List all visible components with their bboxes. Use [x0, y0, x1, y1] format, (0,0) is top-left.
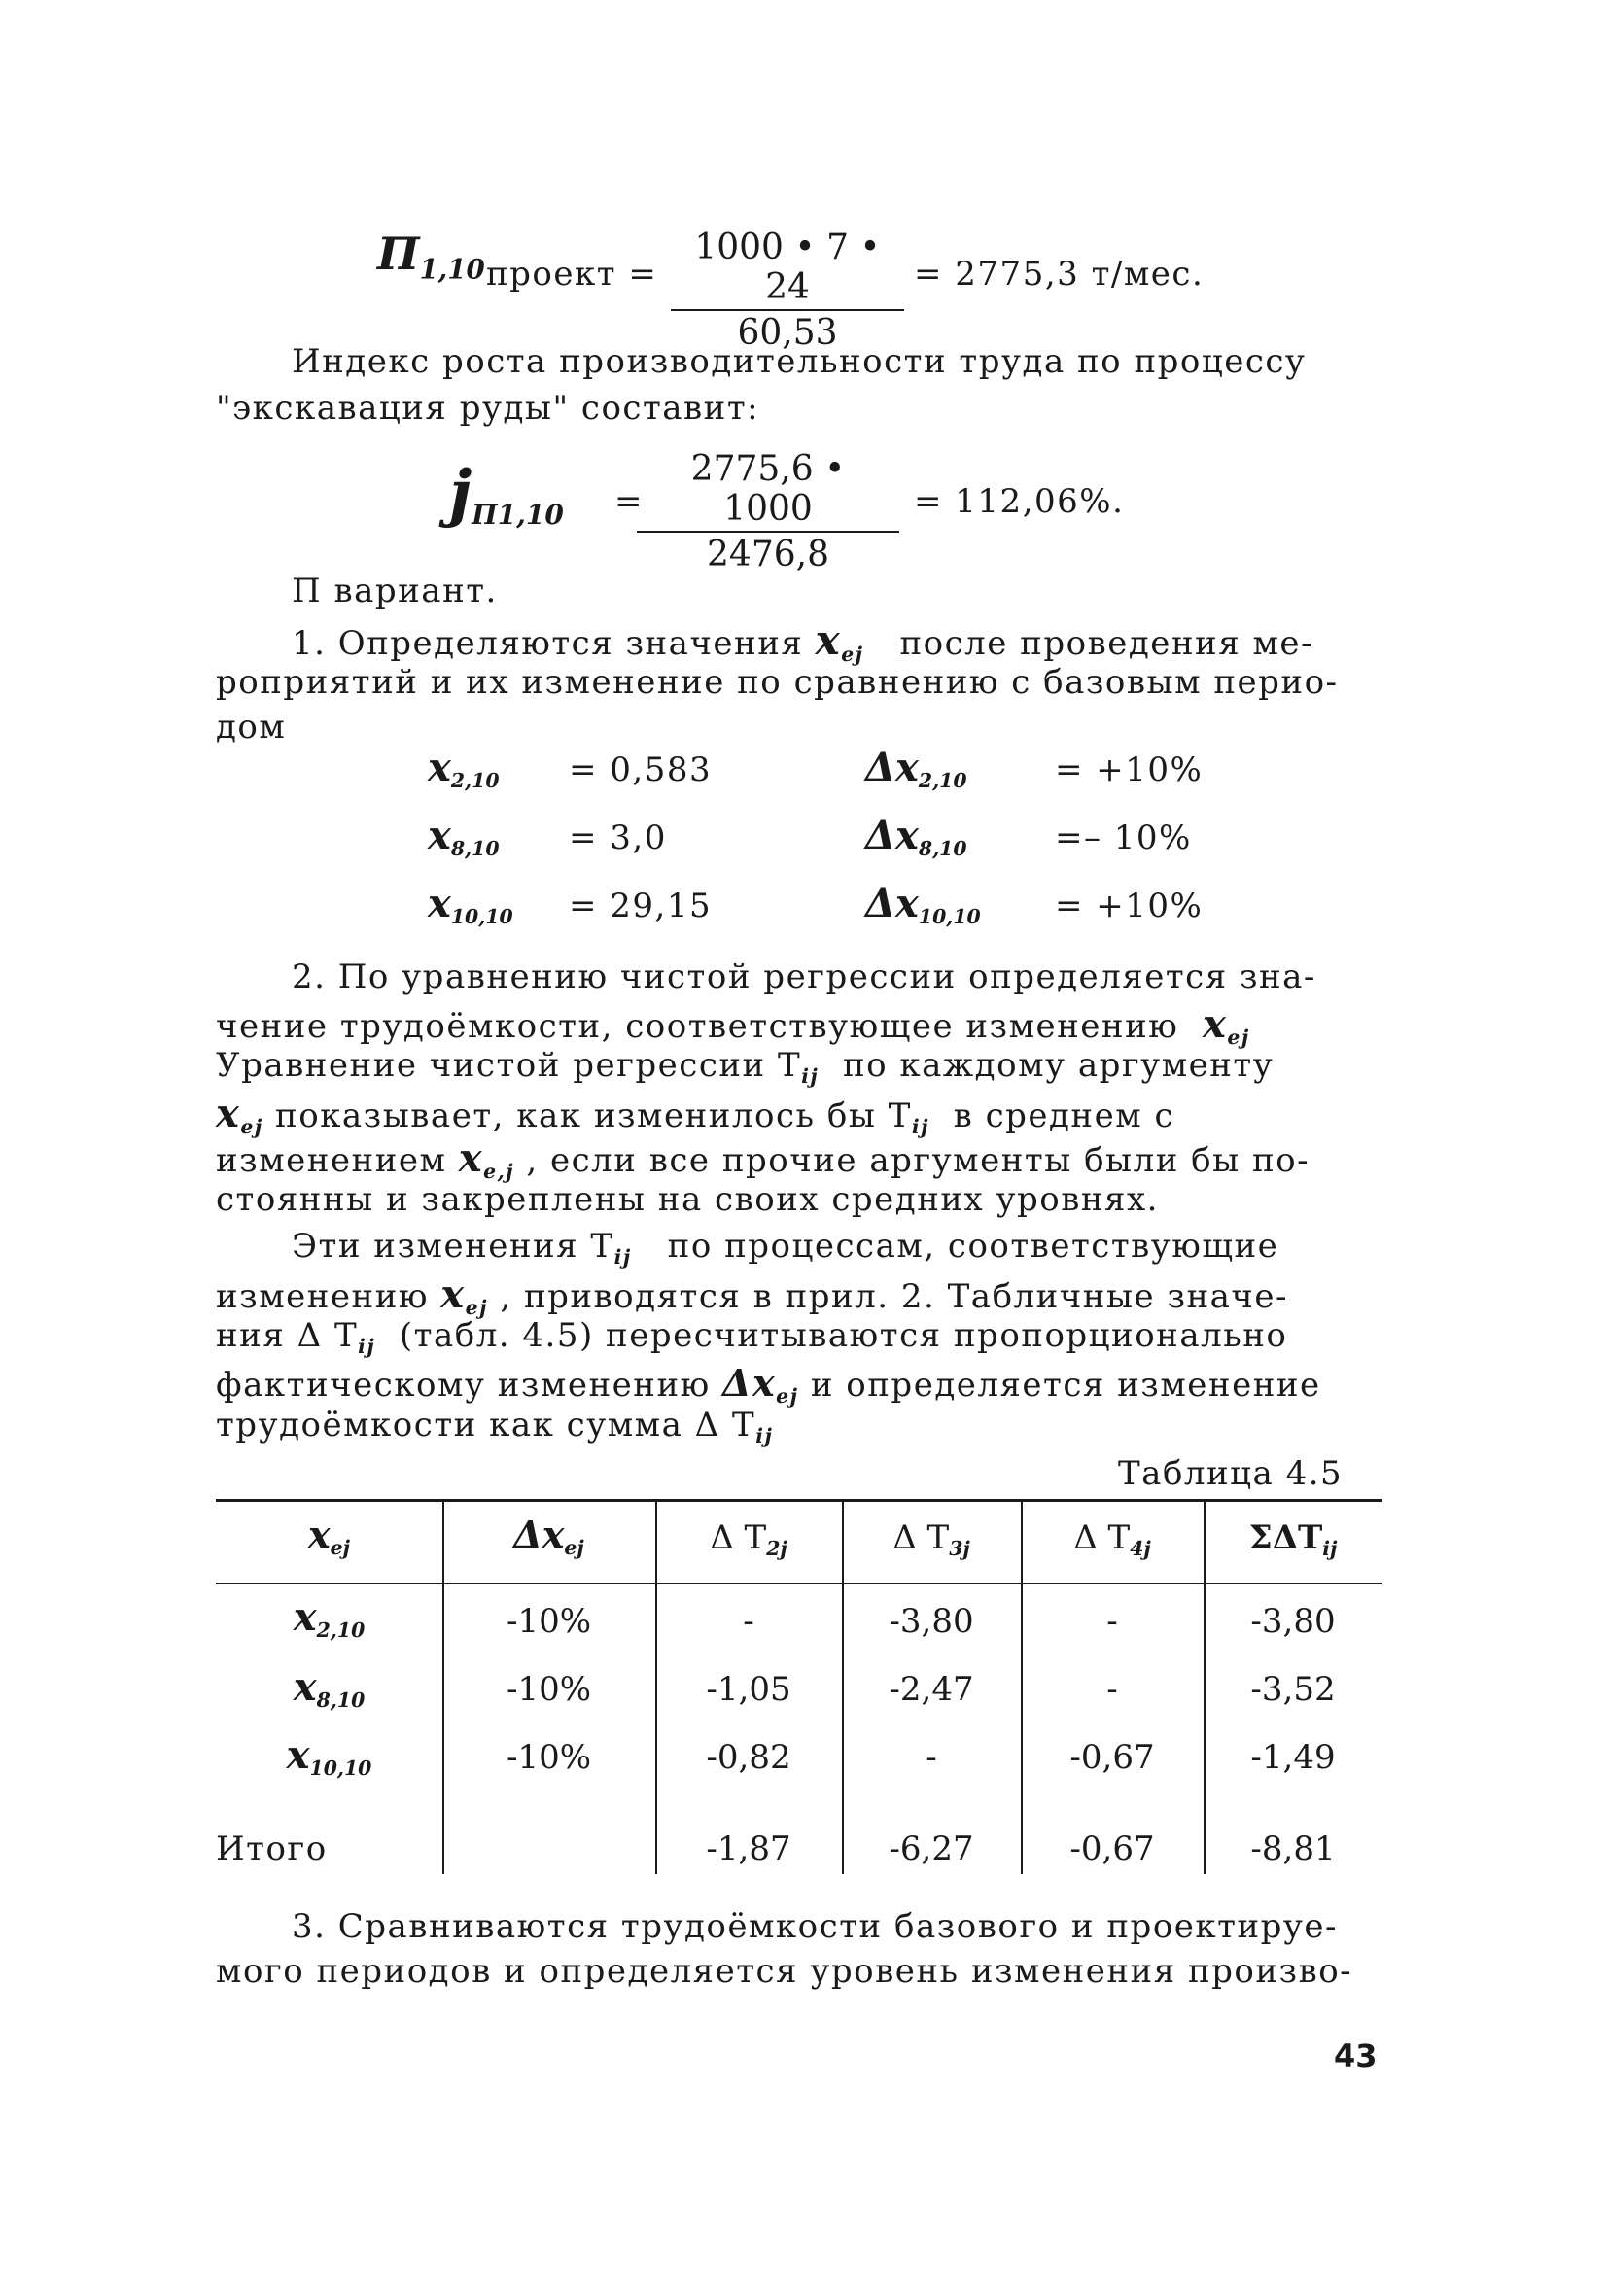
delta-x210: = +10%: [1055, 750, 1204, 789]
formula1-label: проект =: [486, 255, 658, 294]
formula1-result: = 2775,3 т/мес.: [914, 255, 1205, 294]
table-row-label: $x_{10,10}$: [286, 1732, 372, 1781]
item2-line4: $x_{ej}$ показывает, как изменилось бы $T_{ij}$ в среднем с: [216, 1091, 1175, 1139]
delta-label: $\Delta x_{2,10}$: [865, 745, 967, 793]
item2-line2: чение трудоёмкости, соответствующее изменению $x_{ej}$: [216, 1001, 1250, 1050]
item2-line1: 2. По уравнению чистой регрессии определяется зна-: [292, 957, 1316, 996]
table-cell: -: [926, 1738, 937, 1777]
table-header-xej: $x_{ej}$: [307, 1513, 350, 1560]
table-header-rule: [216, 1583, 1382, 1584]
table-cell: -: [1106, 1670, 1118, 1709]
table-total-cell: -0,67: [1069, 1829, 1155, 1868]
item3-line2: мого периодов и определяется уровень изменения произво-: [216, 1952, 1353, 1991]
value-row: $x_{8,10}$: [428, 813, 500, 861]
para3-line1: Эти изменения $T_{ij}$ по процессам, соответствующие: [292, 1227, 1279, 1270]
para3-line4: фактическому изменению $\Delta x_{ej}$ и определяется изменение: [216, 1361, 1321, 1409]
para3-line3: ния Δ $T_{ij}$ (табл. 4.5) пересчитываются пропорционально: [216, 1316, 1288, 1359]
table-header-delta-t4j: Δ $T_{4j}$: [1073, 1518, 1151, 1561]
item2-line3: Уравнение чистой регрессии $T_{ij}$ по каждому аргументу: [216, 1046, 1275, 1089]
table-header-sum-delta-tij: $\Sigma\Delta T_{ij}$: [1248, 1518, 1338, 1561]
table-total-label: Итого: [216, 1829, 328, 1868]
table-row-label: $x_{8,10}$: [293, 1664, 366, 1713]
table-header-delta-t3j: Δ $T_{3j}$: [892, 1518, 970, 1561]
formula1-numerator: 1000 • 7 • 24: [671, 227, 904, 311]
formula2-numerator: 2775,6 • 1000: [637, 449, 899, 533]
table-row-label: $x_{2,10}$: [293, 1594, 366, 1643]
formula1-fraction: [671, 227, 904, 353]
table-header-delta-xej: $\Delta x_{ej}$: [513, 1513, 584, 1560]
formula2-result: = 112,06%.: [914, 482, 1125, 521]
table-total-cell: -8,81: [1250, 1829, 1336, 1868]
table-total-cell: -1,87: [706, 1829, 791, 1868]
item2-line6: стоянны и закреплены на своих средних уровнях.: [216, 1180, 1159, 1219]
table-cell: -10%: [506, 1602, 592, 1641]
table-total-cell: -6,27: [889, 1829, 974, 1868]
table-header-delta-t2j: Δ $T_{2j}$: [710, 1518, 787, 1561]
delta-label: $\Delta x_{8,10}$: [865, 813, 967, 861]
item3-line1: 3. Сравниваются трудоёмкости базового и проектируе-: [292, 1907, 1339, 1946]
table-cell: -0,82: [706, 1738, 791, 1777]
delta-x1010: = +10%: [1055, 887, 1204, 925]
delta-x810: =– 10%: [1055, 818, 1192, 857]
table-cell: -: [743, 1602, 754, 1641]
value-row: $x_{2,10}$: [428, 745, 500, 793]
para-index-line1: Индекс роста производительности труда по процессу: [292, 342, 1307, 381]
value-row: $x_{10,10}$: [428, 881, 513, 929]
item2-line5: изменением $x_{e,j}$ , если все прочие аргументы были бы по-: [216, 1135, 1311, 1184]
para-index-line2: "экскавация руды" составит:: [216, 389, 760, 428]
variant-heading: П вариант.: [292, 572, 498, 610]
value-x810: = 3,0: [569, 818, 667, 857]
table-cell: -10%: [506, 1738, 592, 1777]
delta-label: $\Delta x_{10,10}$: [865, 881, 981, 929]
table-top-rule: [216, 1499, 1382, 1502]
table-cell: -2,47: [889, 1670, 974, 1709]
table-cell: -3,80: [889, 1602, 974, 1641]
formula2-symbol: $j_{П1,10}$: [449, 457, 564, 531]
table-cell: -: [1106, 1602, 1118, 1641]
table-cell: -0,67: [1069, 1738, 1155, 1777]
value-x1010: = 29,15: [569, 887, 713, 925]
item1-line1: 1. Определяются значения $x_{ej}$ после проведения ме-: [292, 616, 1314, 667]
formula1-denominator: 60,53: [737, 313, 838, 353]
para3-line5: трудоёмкости как сумма Δ $T_{ij}$: [216, 1406, 774, 1448]
table-cell: -10%: [506, 1670, 592, 1709]
table-cell: -1,05: [706, 1670, 791, 1709]
table-cell: -3,80: [1250, 1602, 1336, 1641]
formula2-eq: =: [614, 482, 644, 521]
table-caption: Таблица 4.5: [1118, 1454, 1344, 1493]
table-cell: -1,49: [1250, 1738, 1336, 1777]
value-x210: = 0,583: [569, 750, 713, 789]
formula1-symbol: $П_{1,10}$: [377, 227, 485, 286]
formula2-fraction: [637, 449, 899, 574]
para3-line2: изменению $x_{ej}$ , приводятся в прил. 2. Табличные значе-: [216, 1271, 1289, 1320]
table-cell: -3,52: [1250, 1670, 1336, 1709]
page-number: 43: [1334, 2037, 1378, 2074]
item1-line3: дом: [216, 708, 287, 747]
item1-line2: роприятий и их изменение по сравнению с базовым перио-: [216, 663, 1339, 702]
formula2-denominator: 2476,8: [707, 535, 829, 574]
